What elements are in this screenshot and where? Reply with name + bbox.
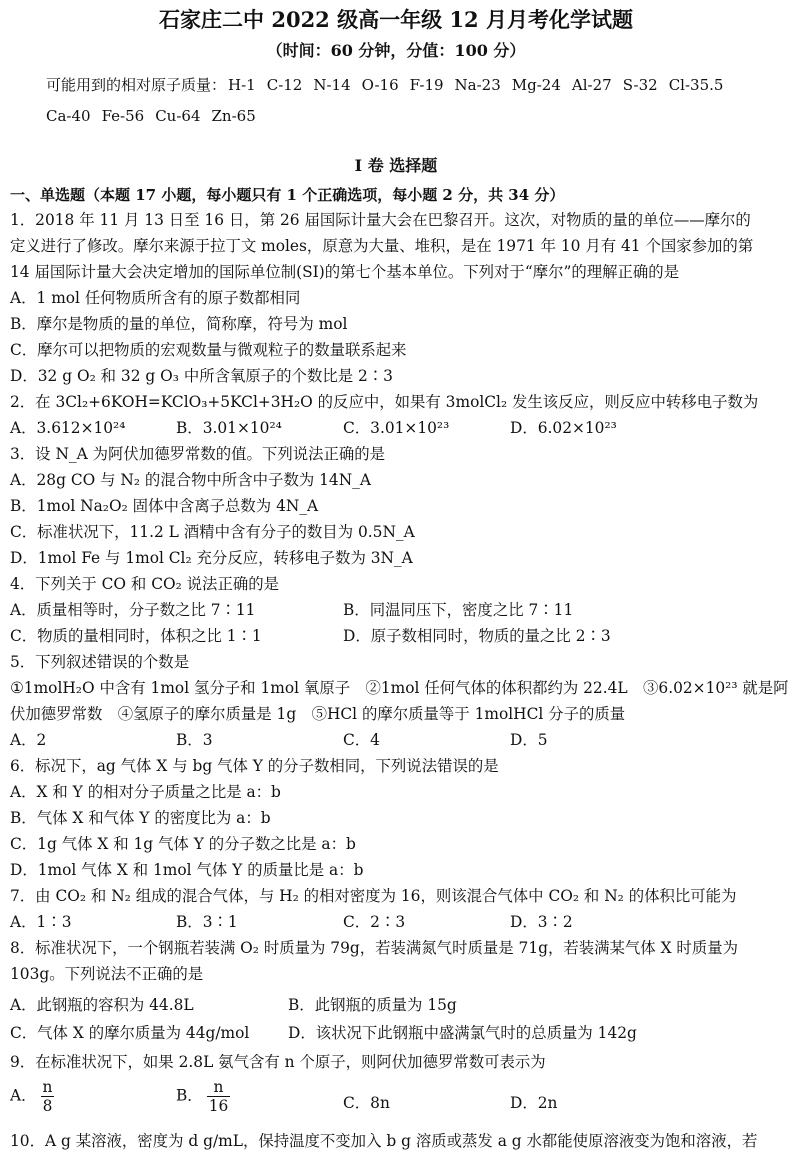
q1-stem-line-1: 1．2018 年 11 月 13 日至 16 日，第 26 届国际计量大会在巴黎召开。这次，对物质的量的单位——摩尔的 xyxy=(10,211,751,229)
q5-option-a: A．2 xyxy=(10,731,47,749)
q10-stem: 10．A g 某溶液，密度为 d g/mL，保持温度不变加入 b g 溶质或蒸发 a g 水都能使原溶液变为饱和溶液，若 xyxy=(10,1132,758,1150)
q9-option-a xyxy=(10,1078,58,1115)
q1-option-b: B．摩尔是物质的量的单位，简称摩，符号为 mol xyxy=(10,315,348,333)
atomic-masses-row-2 xyxy=(46,105,267,127)
exam-title: 石家庄二中 2022 级高一年级 12 月月考化学试题 xyxy=(159,7,633,32)
q8-option-d: D．该状况下此钢瓶中盛满氯气时的总质量为 142g xyxy=(288,1024,637,1042)
q4-option-b: B．同温同压下，密度之比 7∶11 xyxy=(343,601,574,619)
q8-stem-line-1: 8．标准状况下，一个钢瓶若装满 O₂ 时质量为 79g，若装满氮气时质量是 71g，若装满某气体 X 时质量为 xyxy=(10,939,738,957)
q8-option-c: C．气体 X 的摩尔质量为 44g/mol xyxy=(10,1024,250,1042)
q9-option-b-label: B． xyxy=(176,1086,203,1105)
q1-option-a: A．1 mol 任何物质所含有的原子数都相同 xyxy=(10,289,301,307)
q6-option-c: C．1g 气体 X 和 1g 气体 Y 的分子数之比是 a：b xyxy=(10,835,356,853)
q8-option-b: B．此钢瓶的质量为 15g xyxy=(288,996,457,1014)
q5-stem: 5．下列叙述错误的个数是 xyxy=(10,653,190,671)
q3-option-b: B．1mol Na₂O₂ 固体中含离子总数为 4N_A xyxy=(10,497,319,515)
section-instructions: 一、单选题（本题 17 小题，每小题只有 1 个正确选项，每小题 2 分，共 34 分） xyxy=(10,186,565,204)
fraction-numerator: n xyxy=(42,1078,53,1096)
q9-option-a-label: A． xyxy=(10,1086,37,1105)
q7-stem: 7．由 CO₂ 和 N₂ 组成的混合气体，与 H₂ 的相对密度为 16，则该混合气体中 CO₂ 和 N₂ 的体积比可能为 xyxy=(10,887,737,905)
q2-option-b: B．3.01×10²⁴ xyxy=(176,419,282,437)
atomic-mass: Ca-40 xyxy=(46,107,91,125)
q1-stem-line-3: 14 届国际计量大会决定增加的国际单位制(SI)的第七个基本单位。下列对于“摩尔”的理解正确的是 xyxy=(10,263,680,281)
atomic-mass: O-16 xyxy=(361,76,399,94)
q4-option-d: D．原子数相同时，物质的量之比 2∶3 xyxy=(343,627,611,645)
atomic-mass: Cl-35.5 xyxy=(668,76,724,94)
q1-option-d: D．32 g O₂ 和 32 g O₃ 中所含氧原子的个数比是 2∶3 xyxy=(10,367,393,385)
q2-option-a: A．3.612×10²⁴ xyxy=(10,419,126,437)
q9-option-c: C．8n xyxy=(343,1094,390,1112)
q9-option-b-fraction xyxy=(207,1078,231,1115)
q7-option-b: B．3∶1 xyxy=(176,913,238,931)
q9-option-b xyxy=(176,1078,234,1115)
q3-option-a: A．28g CO 与 N₂ 的混合物中所含中子数为 14N_A xyxy=(10,471,371,489)
q6-option-d: D．1mol 气体 X 和 1mol 气体 Y 的质量比是 a：b xyxy=(10,861,364,879)
q4-option-c: C．物质的量相同时，体积之比 1∶1 xyxy=(10,627,262,645)
q5-option-c: C．4 xyxy=(343,731,380,749)
atomic-mass: H-1 xyxy=(228,76,256,94)
q1-stem-line-2: 定义进行了修改。摩尔来源于拉丁文 moles，原意为大量、堆积，是在 1971 年 10 月有 41 个国家参加的第 xyxy=(10,237,754,255)
atomic-mass: Na-23 xyxy=(454,76,501,94)
q5-items-line-2: 伏加德罗常数 ④氢原子的摩尔质量是 1g ⑤HCl 的摩尔质量等于 1molHCl 分子的质量 xyxy=(10,705,626,723)
q8-option-a: A．此钢瓶的容积为 44.8L xyxy=(10,996,194,1014)
atomic-mass: F-19 xyxy=(409,76,444,94)
atomic-mass: C-12 xyxy=(266,76,303,94)
q6-option-a: A．X 和 Y 的相对分子质量之比是 a：b xyxy=(10,783,281,801)
q6-option-b: B．气体 X 和气体 Y 的密度比为 a：b xyxy=(10,809,271,827)
atomic-mass: S-32 xyxy=(622,76,658,94)
q9-stem: 9．在标准状况下，如果 2.8L 氨气含有 n 个原子，则阿伏加德罗常数可表示为 xyxy=(10,1053,546,1071)
atomic-mass: Mg-24 xyxy=(511,76,561,94)
fraction-numerator: n xyxy=(207,1078,231,1097)
q6-stem: 6．标况下，ag 气体 X 与 bg 气体 Y 的分子数相同，下列说法错误的是 xyxy=(10,757,499,775)
fraction-denominator: 16 xyxy=(208,1097,229,1115)
q7-option-d: D．3∶2 xyxy=(510,913,573,931)
atomic-mass: Fe-56 xyxy=(101,107,145,125)
atomic-masses-row-1 xyxy=(46,74,734,96)
q7-option-a: A．1∶3 xyxy=(10,913,72,931)
q2-option-d: D．6.02×10²³ xyxy=(510,419,617,437)
q4-option-a: A．质量相等时，分子数之比 7∶11 xyxy=(10,601,256,619)
q2-option-c: C．3.01×10²³ xyxy=(343,419,450,437)
fraction-denominator: 8 xyxy=(42,1097,53,1115)
q5-items-line-1: ①1molH₂O 中含有 1mol 氢分子和 1mol 氧原子 ②1mol 任何气体的体积都约为 22.4L ③6.02×10²³ 就是阿 xyxy=(10,679,789,697)
q9-option-a-fraction xyxy=(41,1078,55,1115)
atomic-mass: N-14 xyxy=(313,76,351,94)
q3-option-d: D．1mol Fe 与 1mol Cl₂ 充分反应，转移电子数为 3N_A xyxy=(10,549,413,567)
q9-option-d: D．2n xyxy=(510,1094,558,1112)
q8-stem-line-2: 103g。下列说法不正确的是 xyxy=(10,965,204,983)
section-title: I 卷 选择题 xyxy=(354,156,438,175)
q7-option-c: C．2∶3 xyxy=(343,913,406,931)
q5-option-d: D．5 xyxy=(510,731,548,749)
q2-stem: 2．在 3Cl₂+6KOH=KClO₃+5KCl+3H₂O 的反应中，如果有 3molCl₂ 发生该反应，则反应中转移电子数为 xyxy=(10,393,759,411)
atomic-mass: Al-27 xyxy=(571,76,612,94)
exam-time-score: （时间：60 分钟，分值：100 分） xyxy=(266,41,526,60)
atomic-masses-label: 可能用到的相对原子质量： xyxy=(46,76,227,94)
q1-option-c: C．摩尔可以把物质的宏观数量与微观粒子的数量联系起来 xyxy=(10,341,407,359)
atomic-mass: Cu-64 xyxy=(155,107,201,125)
q3-option-c: C．标准状况下，11.2 L 酒精中含有分子的数目为 0.5N_A xyxy=(10,523,415,541)
q5-option-b: B．3 xyxy=(176,731,213,749)
atomic-mass: Zn-65 xyxy=(211,107,256,125)
q3-stem: 3．设 N_A 为阿伏加德罗常数的值。下列说法正确的是 xyxy=(10,445,386,463)
q4-stem: 4．下列关于 CO 和 CO₂ 说法正确的是 xyxy=(10,575,280,593)
